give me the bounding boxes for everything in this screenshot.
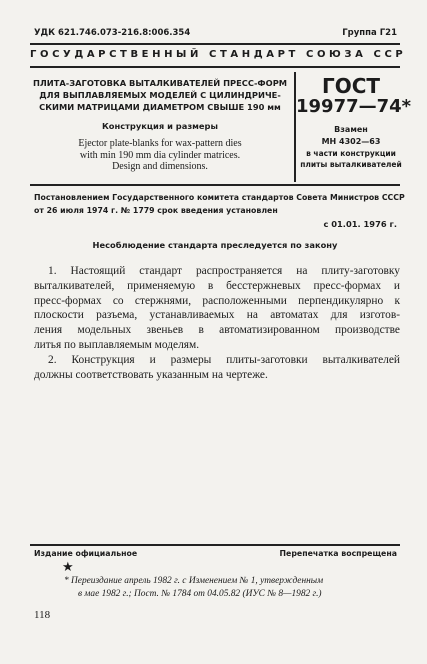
group-code: Группа Г21 bbox=[342, 28, 397, 38]
body-line: пресс-формах со стержнями, расположенными перпендикулярно к bbox=[34, 294, 400, 307]
body-line: плоскости разъема, устанавливаемых на автоматах для изготов- bbox=[34, 309, 400, 322]
replaces-note: в части конструкции bbox=[306, 149, 396, 158]
title-english-line: Design and dimensions. bbox=[112, 161, 208, 172]
udk-code: УДК 621.746.073-216.8:006.354 bbox=[34, 28, 191, 38]
body-line: должны соответствовать указанным на чертеже. bbox=[34, 368, 268, 381]
replaces-code: МН 4302—63 bbox=[321, 137, 381, 146]
title-rule bbox=[30, 184, 400, 186]
official-edition: Издание официальное bbox=[34, 549, 138, 558]
title-line: ПЛИТА-ЗАГОТОВКА ВЫТАЛКИВАТЕЛЕЙ ПРЕСС-ФОРМ bbox=[32, 78, 288, 88]
top-rule bbox=[30, 43, 400, 45]
body-paragraph-2 bbox=[34, 353, 400, 383]
replaces-label: Взамен bbox=[334, 125, 368, 134]
reprint-prohibited: Перепечатка воспрещена bbox=[279, 549, 397, 558]
title-line: СКИМИ МАТРИЦАМИ ДИАМЕТРОМ СВЫШЕ 190 мм bbox=[39, 102, 281, 112]
decree-line: от 26 июля 1974 г. № 1779 срок введения установлен bbox=[34, 206, 278, 215]
footnote-line: в мае 1982 г.; Пост. № 1784 от 04.05.82 (ИУС № 8—1982 г.) bbox=[78, 589, 322, 599]
title-english-line: with min 190 mm dia cylinder matrices. bbox=[79, 149, 241, 161]
body-paragraph-1 bbox=[34, 264, 400, 353]
gost-number: 19977—74* bbox=[296, 96, 412, 117]
footer-rule bbox=[30, 544, 400, 546]
title-russian bbox=[30, 77, 290, 113]
gost-label: ГОСТ bbox=[321, 74, 381, 98]
replaces-note: плиты выталкивателей bbox=[300, 160, 402, 169]
page-number: 118 bbox=[34, 609, 51, 621]
body-line: 1. Настоящий стандарт распространяется на плиту-заготовку bbox=[48, 265, 400, 277]
effective-date: с 01.01. 1976 г. bbox=[323, 219, 397, 229]
body-line: выталкивателей, применяемую в бесстержневых пресс-формах и bbox=[34, 279, 400, 292]
decree-line: Постановлением Государственного комитета стандартов Совета Министров СССР bbox=[34, 193, 405, 202]
title-subtitle: Конструкция и размеры bbox=[101, 121, 218, 131]
footnote-line: * Переиздание апрель 1982 г. с Изменением № 1, утвержденным bbox=[64, 576, 324, 586]
title-english-line: Ejector plate-blanks for wax-pattern dies bbox=[78, 138, 242, 149]
band-rule bbox=[30, 66, 400, 68]
title-line: ДЛЯ ВЫПЛАВЛЯЕМЫХ МОДЕЛЕЙ С ЦИЛИНДРИЧЕ- bbox=[39, 90, 281, 100]
star-icon: ★ bbox=[62, 560, 74, 575]
body-line: литья по выплавляемым моделям. bbox=[34, 338, 200, 351]
standard-band: ГОСУДАРСТВЕННЫЙ СТАНДАРТ СОЮЗА ССР bbox=[30, 49, 407, 60]
body-line: ления модельных звеньев в автоматизированном производстве bbox=[34, 324, 400, 337]
body-line: 2. Конструкция и размеры плиты-заготовки выталкивателей bbox=[48, 354, 400, 366]
warning: Несоблюдение стандарта преследуется по закону bbox=[92, 240, 338, 250]
title-english bbox=[30, 138, 290, 173]
